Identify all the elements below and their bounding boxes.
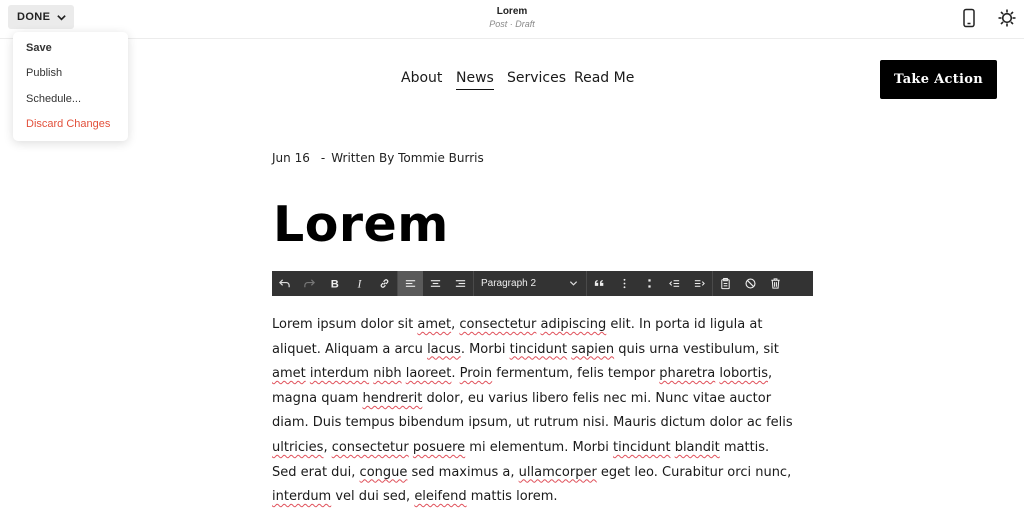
text-segment: quis urna vestibulum, sit (614, 341, 779, 357)
misspelled-word: nibh (373, 366, 402, 382)
svg-text:B: B (330, 278, 339, 290)
done-label: DONE (17, 11, 51, 23)
misspelled-word: tincidunt (509, 341, 568, 357)
text-segment: magna quam (272, 390, 363, 406)
text-segment: sed maximus a, (407, 464, 519, 480)
text-segment: , (767, 366, 773, 382)
indent-button[interactable] (687, 271, 712, 296)
misspelled-word: Proin (459, 366, 493, 382)
menu-item-discard-changes[interactable]: Discard Changes (26, 118, 111, 130)
align-right-icon (454, 277, 467, 290)
text-segment: mattis. (719, 439, 770, 455)
paragraph-line (272, 362, 773, 387)
nav-link-news[interactable]: News (456, 70, 494, 90)
clear-format-button[interactable] (738, 271, 763, 296)
nav-link-about[interactable]: About (401, 70, 443, 86)
link-button[interactable] (372, 271, 397, 296)
text-segment: eget leo. Curabitur orci nunc, (596, 464, 792, 480)
text-segment: elit. In porta id ligula at (606, 317, 763, 332)
misspelled-word: pharetra (659, 366, 716, 382)
clear-format-icon (744, 277, 757, 290)
paragraph-line (272, 485, 762, 510)
bold-icon (328, 277, 341, 290)
misspelled-word: hendrerit (362, 390, 423, 406)
take-action-button[interactable]: Take Action (880, 60, 997, 99)
bold-button[interactable] (322, 271, 347, 296)
text-segment: . (451, 366, 460, 382)
mobile-preview-icon[interactable] (961, 8, 977, 28)
misspelled-word: blandit (674, 439, 720, 455)
post-author: Written By Tommie Burris (331, 151, 484, 165)
text-segment: vel dui sed, (331, 489, 415, 505)
block-style-dropdown[interactable] (474, 271, 586, 296)
indent-icon (693, 277, 706, 290)
misspelled-word: consectetur (331, 439, 409, 455)
site-navigation (0, 70, 1024, 92)
bulleted-list-icon (618, 277, 631, 290)
nav-link-services[interactable]: Services (507, 70, 567, 86)
meta-separator: - (320, 151, 326, 165)
quote-button[interactable] (587, 271, 612, 296)
misspelled-word: amet (272, 366, 306, 382)
misspelled-word: laoreet (405, 366, 452, 382)
misspelled-word: lobortis (719, 366, 768, 382)
bulleted-list-button[interactable] (612, 271, 637, 296)
text-segment: dolor, eu varius libero felis nec mi. Nunc vitae auctor (422, 390, 772, 406)
numbered-list-icon (643, 277, 656, 290)
misspelled-word: consectetur (459, 317, 537, 332)
format-toolbar (272, 271, 813, 296)
numbered-list-button[interactable] (637, 271, 662, 296)
text-segment: , (323, 439, 332, 455)
misspelled-word: interdum (272, 489, 332, 505)
outdent-icon (668, 277, 681, 290)
align-left-icon (404, 277, 417, 290)
redo-icon (303, 277, 316, 290)
done-dropdown-menu (13, 32, 128, 141)
link-icon (378, 277, 391, 290)
undo-button[interactable] (272, 271, 297, 296)
text-segment: mi elementum. Morbi (465, 439, 613, 455)
misspelled-word: ullamcorper (518, 464, 597, 480)
misspelled-word: adipiscing (540, 317, 607, 332)
align-center-icon (429, 277, 442, 290)
menu-item-publish[interactable]: Publish (26, 67, 63, 79)
align-center-button[interactable] (423, 271, 448, 296)
editor-top-bar (0, 0, 1024, 39)
redo-button[interactable] (297, 271, 322, 296)
chevron-down-icon (569, 279, 578, 288)
svg-text:I: I (357, 278, 362, 290)
misspelled-word: amet (417, 317, 452, 332)
text-segment: diam. Duis tempus bibendum ipsum, ut rutrum nisi. Mauris dictum dolor ac felis (272, 415, 793, 431)
misspelled-word: interdum (309, 366, 370, 382)
post-meta (272, 151, 484, 165)
post-title[interactable]: Lorem (273, 196, 449, 253)
text-segment: mattis lorem. (466, 489, 558, 505)
paragraph-line (272, 461, 792, 486)
quote-icon (593, 277, 606, 290)
italic-icon (353, 277, 366, 290)
paste-button[interactable] (713, 271, 738, 296)
post-date: Jun 16 (272, 151, 310, 165)
text-segment: Sed erat dui, (272, 464, 360, 480)
paste-icon (719, 277, 732, 290)
text-segment: aliquet. Aliquam a arcu (272, 341, 428, 357)
misspelled-word: congue (359, 464, 408, 480)
paragraph-line (272, 313, 762, 338)
block-style-value: Paragraph 2 (481, 278, 537, 289)
paragraph-line (272, 387, 772, 412)
misspelled-word: posuere (412, 439, 466, 455)
italic-button[interactable] (347, 271, 372, 296)
text-segment: Lorem ipsum dolor sit (272, 317, 418, 332)
delete-button[interactable] (763, 271, 788, 296)
paragraph-line (272, 338, 779, 363)
misspelled-word: ultricies (272, 439, 324, 455)
text-segment: , (451, 317, 460, 332)
outdent-button[interactable] (662, 271, 687, 296)
menu-item-schedule[interactable]: Schedule... (26, 93, 82, 105)
align-right-button[interactable] (448, 271, 473, 296)
align-left-button[interactable] (398, 271, 423, 296)
page-title: Lorem (496, 6, 528, 17)
misspelled-word: lacus (427, 341, 461, 357)
misspelled-word: eleifend (414, 489, 467, 505)
text-segment: . Morbi (460, 341, 510, 357)
nav-link-read-me[interactable]: Read Me (574, 70, 635, 86)
post-body-paragraph[interactable] (272, 313, 793, 510)
misspelled-word: tincidunt (613, 439, 671, 455)
undo-icon (278, 277, 291, 290)
misspelled-word: sapien (571, 341, 615, 357)
paragraph-line (272, 436, 770, 461)
gear-icon[interactable] (997, 8, 1017, 28)
trash-icon (769, 277, 782, 290)
paragraph-line (272, 411, 793, 436)
menu-item-save[interactable]: Save (26, 42, 52, 54)
page-status: Post · Draft (489, 19, 535, 29)
text-segment: fermentum, felis tempor (492, 366, 660, 382)
